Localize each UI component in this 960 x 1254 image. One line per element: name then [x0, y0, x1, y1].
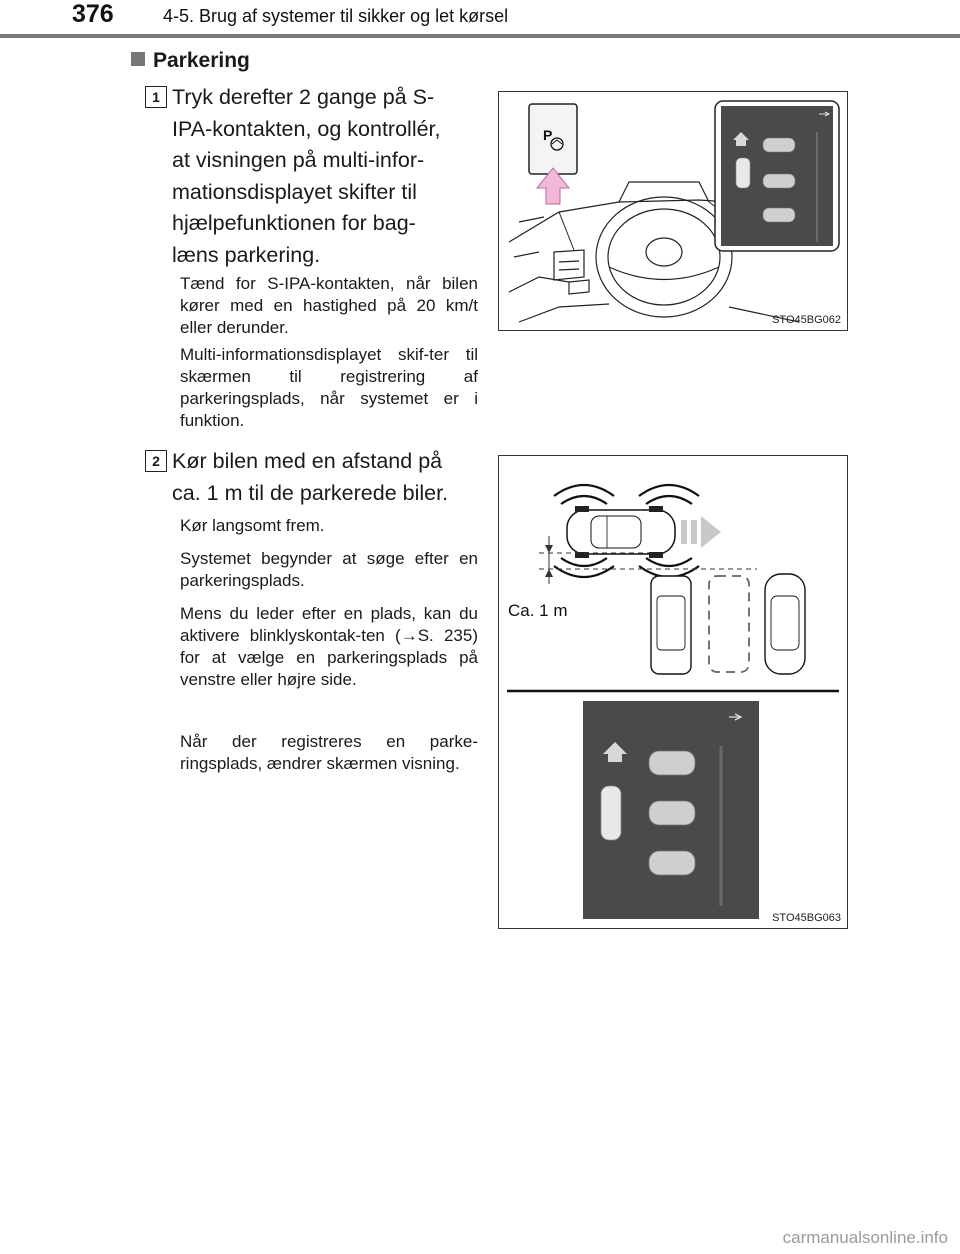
- step-badge-1: 1: [145, 86, 167, 108]
- step-1-line: mationsdisplayet skifter til: [172, 179, 417, 204]
- step-1-text: [172, 82, 478, 272]
- step-badge-2: 2: [145, 450, 167, 472]
- step-1-line: hjælpefunktionen for bag-: [172, 211, 416, 236]
- svg-text:P: P: [543, 127, 553, 143]
- step-2-text: [172, 446, 478, 509]
- distance-label: Ca. 1 m: [508, 601, 568, 620]
- step-1-note: Tænd for S-IPA-kontakten, når bilen kører med en hastighed på 20 km/t eller derunder.: [180, 274, 478, 338]
- step-2-note: Når der registreres en parke-ringsplads, ændrer skærmen visning.: [180, 732, 478, 774]
- step-1-line: læns parkering.: [172, 242, 321, 267]
- step-1-note: Multi-informationsdisplayet skif-ter til skærmen til registrering af parkeringsplads, når systemet er i funktion.: [180, 345, 478, 431]
- step-2-note: Kør langsomt frem.: [180, 516, 325, 535]
- page-number: 376: [72, 0, 114, 28]
- section-heading: [131, 49, 250, 73]
- header-divider: [0, 34, 960, 38]
- chapter-title: 4-5. Brug af systemer til sikker og let kørsel: [163, 6, 509, 26]
- square-bullet-icon: [131, 52, 145, 66]
- step-2-line: ca. 1 m til de parkerede biler.: [172, 480, 449, 505]
- section-title: Parkering: [153, 49, 250, 72]
- step-2-note: Mens du leder efter en plads, kan du aktivere blinklyskontak-ten (→S. 235) for at vælge en parkeringsplads på venstre eller højre side.: [180, 604, 478, 690]
- parking-search-illustration: [499, 456, 847, 928]
- dashboard-illustration: [499, 92, 847, 330]
- step-2-line: Kør bilen med en afstand på: [172, 449, 443, 473]
- step-1-line: at visningen på multi-infor-: [172, 148, 425, 173]
- step-1-line: Tryk derefter 2 gange på S-: [172, 85, 435, 109]
- page-header: [0, 0, 960, 40]
- figure-code: STO45BG062: [772, 314, 841, 326]
- step-1-line: IPA-kontakten, og kontrollér,: [172, 116, 441, 141]
- figure-code: STO45BG063: [772, 912, 841, 924]
- figure-dashboard-s-ipa: [498, 91, 848, 331]
- watermark: carmanualsonline.info: [782, 1228, 948, 1247]
- step-2-note: Systemet begynder at søge efter en parkeringsplads.: [180, 549, 478, 591]
- figure-parking-search: [498, 455, 848, 929]
